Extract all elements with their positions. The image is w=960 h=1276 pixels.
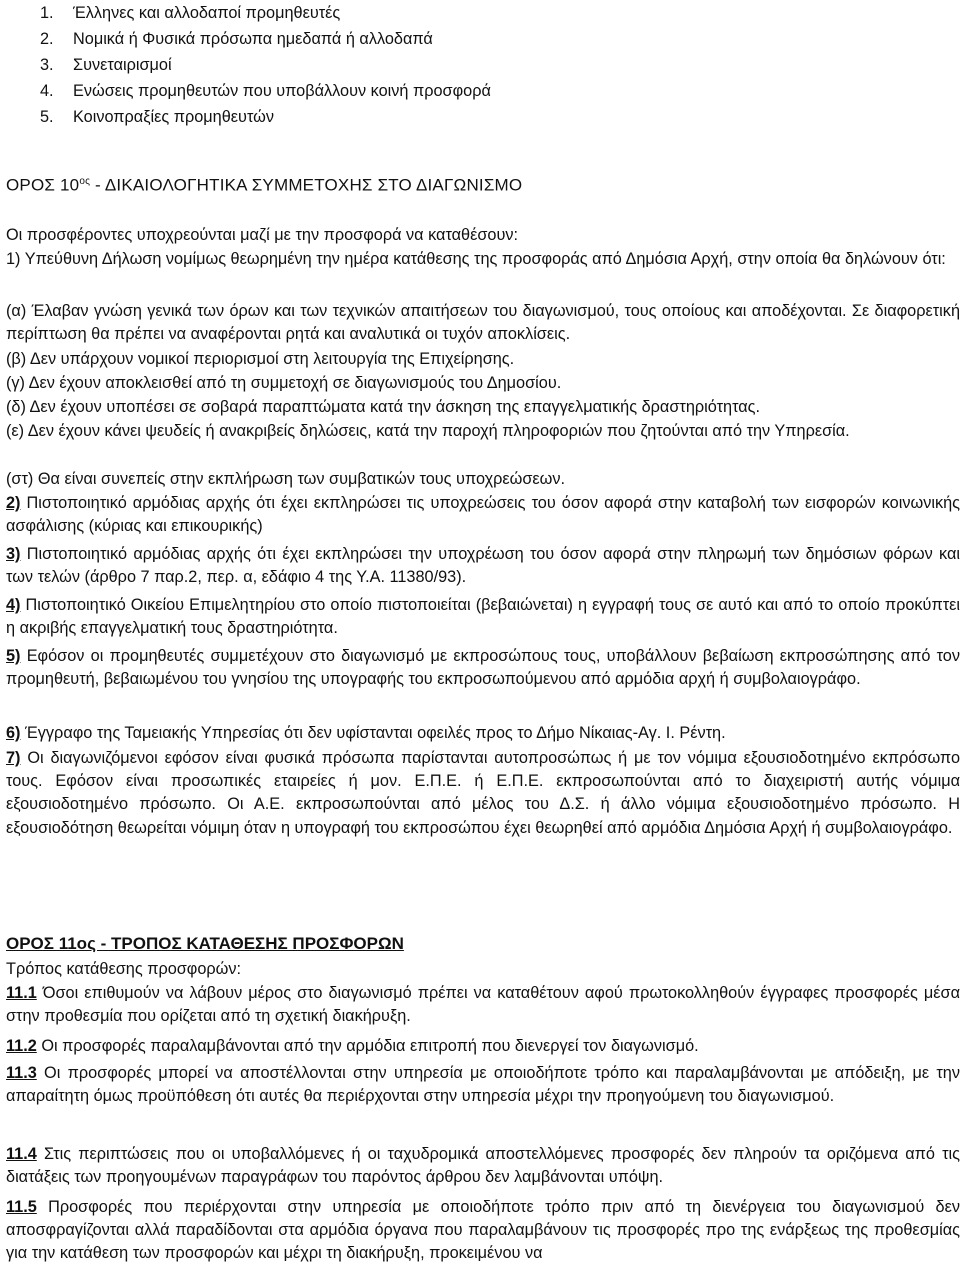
term-10-item [6,492,960,538]
item-text: Πιστοποιητικό αρμόδιας αρχής ότι έχει εκπληρώσει την υποχρέωση του όσον αφορά στην πληρωμή των δημόσιων φόρων και των τελών (άρθρο 7 παρ.2, περ. α, εδάφιο 4 της Υ.Α. 11380/93). [6,545,960,587]
list-item [40,52,491,78]
item-number: 11.3 [6,1064,37,1082]
item-text: Εφόσον οι προμηθευτές συμμετέχουν στο διαγωνισμό με εκπροσώπους τους, υποβάλλουν βεβαίωση εκπροσώπησης από τον προμηθευτή, βεβαιωμένου του γνησίου της υπογραφής του εκπροσωπούμενου από αρμόδια αρχή ή συμβολαιογράφο. [6,647,960,689]
list-item [40,0,491,26]
item-number: 4) [6,596,21,614]
list-item-text: Συνεταιρισμοί [73,56,172,74]
item-number: 6) [6,724,21,742]
term-10-item [6,543,960,589]
item-text: Στις περιπτώσεις που οι υποβαλλόμενες ή οι ταχυδρομικά αποστελλόμενες προσφορές δεν πληρούν τα οριζόμενα από τις διατάξεις των προηγουμένων παραγράφων του παρόντος άρθρου δεν λαμβάνονται υπόψη. [6,1145,960,1187]
list-item-number: 3. [40,56,54,74]
term-10-item [6,645,960,691]
term-11-item [6,1196,960,1266]
heading-text: - ΔΙΚΑΙΟΛΟΓΗΤΙΚΑ ΣΥΜΜΕΤΟΧΗΣ ΣΤΟ ΔΙΑΓΩΝΙΣΜΟ [90,175,523,195]
term-11-item [6,1062,960,1108]
list-item-number: 5. [40,108,54,126]
term-11-item [6,1143,960,1189]
list-item-text: Έλληνες και αλλοδαποί προμηθευτές [73,4,341,22]
term-10-clause-e: (ε) Δεν έχουν κάνει ψευδείς ή ανακριβείς δηλώσεις, κατά την παροχή πληροφοριών που ζητούνται από την Υπηρεσία. [6,422,850,440]
item-text: Πιστοποιητικό Οικείου Επιμελητηρίου στο οποίο πιστοποιείται (βεβαιώνεται) η εγγραφή τους σε αυτό και από το οποίο προκύπτει η ακριβής επαγγελματική τους δραστηριότητα. [6,596,960,638]
term-10-item-1: 1) Υπεύθυνη Δήλωση νομίμως θεωρημένη την ημέρα κατάθεσης της προσφοράς από Δημόσια Αρχή, στην οποία θα δηλώνουν ότι: [6,250,946,268]
item-number: 11.2 [6,1037,37,1055]
list-item-number: 2. [40,30,54,48]
term-11-intro: Τρόπος κατάθεσης προσφορών: [6,960,242,978]
term-10-clause-d: (δ) Δεν έχουν υποπέσει σε σοβαρά παραπτώματα κατά την άσκηση της επαγγελματικής δραστηριότητας. [6,398,761,416]
term-10-clause-st: (στ) Θα είναι συνεπείς στην εκπλήρωση των συμβατικών τους υποχρεώσεων. [6,470,566,488]
term-10-item [6,747,960,840]
item-number: 5) [6,647,21,665]
item-number: 3) [6,545,21,563]
item-number: 7) [6,749,21,767]
term-11-heading: ΟΡΟΣ 11ος - ΤΡΟΠΟΣ ΚΑΤΑΘΕΣΗΣ ΠΡΟΣΦΟΡΩΝ [6,934,404,953]
heading-superscript: ος [79,176,91,187]
list-item [40,104,491,130]
term-10-item [6,722,960,745]
term-10-clause-b: (β) Δεν υπάρχουν νομικοί περιορισμοί στη λειτουργία της Επιχείρησης. [6,350,515,368]
item-number: 11.5 [6,1198,37,1216]
term-11-item [6,1035,960,1058]
item-text: Οι προσφορές παραλαμβάνονται από την αρμόδια επιτροπή που διενεργεί τον διαγωνισμό. [36,1037,699,1055]
participant-type-list [40,0,491,130]
item-text: Οι προσφορές μπορεί να αποστέλλονται στην υπηρεσία με οποιοδήποτε τρόπο και παραλαμβάνονται με απόδειξη, με την απαραίτητη όμως προϋπόθεση ότι αυτές θα περιέρχονται στην υπηρεσία μέχρι την προηγούμενη του διαγωνισμού. [6,1064,960,1106]
term-10-clause-c: (γ) Δεν έχουν αποκλεισθεί από τη συμμετοχή σε διαγωνισμούς του Δημοσίου. [6,374,562,392]
item-text: Πιστοποιητικό αρμόδιας αρχής ότι έχει εκπληρώσει τις υποχρεώσεις του όσον αφορά στην καταβολή των εισφορών κοινωνικής ασφάλισης (κύριας και επικουρικής) [6,494,960,536]
term-10-intro: Οι προσφέροντες υποχρεούνται μαζί με την προσφορά να καταθέσουν: [6,226,519,244]
term-10-item [6,594,960,640]
list-item-text: Ενώσεις προμηθευτών που υποβάλλουν κοινή προσφορά [73,82,491,100]
list-item [40,78,491,104]
item-text: Οι διαγωνιζόμενοι εφόσον είναι φυσικά πρόσωπα παρίστανται αυτοπροσώπως ή με τον νόμιμα εξουσιοδοτημένο εκπρόσωπο τους. Εφόσον είναι προσωπικές εταιρείες ή μον. Ε.Π.Ε. ή Ε.Π.Ε. εκπροσωπούνται από το διαχειριστή αυτής νόμιμα εξουσιοδοτημένο πρόσωπο. Οι Α.Ε. εκπροσωπούνται από μέλος του Δ.Σ. ή άλλο νόμιμα εξουσιοδοτημένο πρόσωπο. Η εξουσιοδότηση θεωρείται νόμιμη όταν η υπογραφή του εκπροσώπου έχει θεωρηθεί από αρμόδια Δημόσια Αρχή ή συμβολαιογράφο. [6,749,960,837]
item-text: Έγγραφο της Ταμειακής Υπηρεσίας ότι δεν υφίστανται οφειλές προς το Δήμο Νίκαιας-Αγ. Ι. Ρέντη. [20,724,726,742]
list-item-number: 1. [40,4,54,22]
list-item-text: Νομικά ή Φυσικά πρόσωπα ημεδαπά ή αλλοδαπά [73,30,433,48]
list-item-number: 4. [40,82,54,100]
heading-text: ΟΡΟΣ 10 [6,175,80,195]
term-11-item [6,982,960,1028]
item-number: 11.1 [6,984,37,1002]
list-item [40,26,491,52]
list-item-text: Κοινοπραξίες προμηθευτών [73,108,274,126]
item-text: Προσφορές που περιέρχονται στην υπηρεσία με οποιοδήποτε τρόπο πριν από τη διενέργεια του διαγωνισμού δεν αποσφραγίζονται αλλά παραδίδονται στα αρμόδια όργανα που παραλαμβάνουν τις προσφορές προ της ενάρξεως της προθεσμίας για την κατάθεση των προσφορών και μέχρι τη διακήρυξη, προκειμένου να [6,1198,960,1263]
term-10-heading [6,170,960,197]
item-text: Όσοι επιθυμούν να λάβουν μέρος στο διαγωνισμό πρέπει να καταθέτουν αφού πρωτοκολληθούν έγγραφες προσφορές μέσα στην προθεσμία που ορίζεται από τη σχετική διακήρυξη. [6,984,960,1026]
item-number: 11.4 [6,1145,37,1163]
term-10-clause-a: (α) Έλαβαν γνώση γενικά των όρων και των τεχνικών απαιτήσεων του διαγωνισμού, τους οποίους και αποδέχονται. Σε διαφορετική περίπτωση θα πρέπει να αναφέρονται ρητά και αναλυτικά οι τυχόν αποκλίσεις. [6,302,960,344]
item-number: 2) [6,494,21,512]
